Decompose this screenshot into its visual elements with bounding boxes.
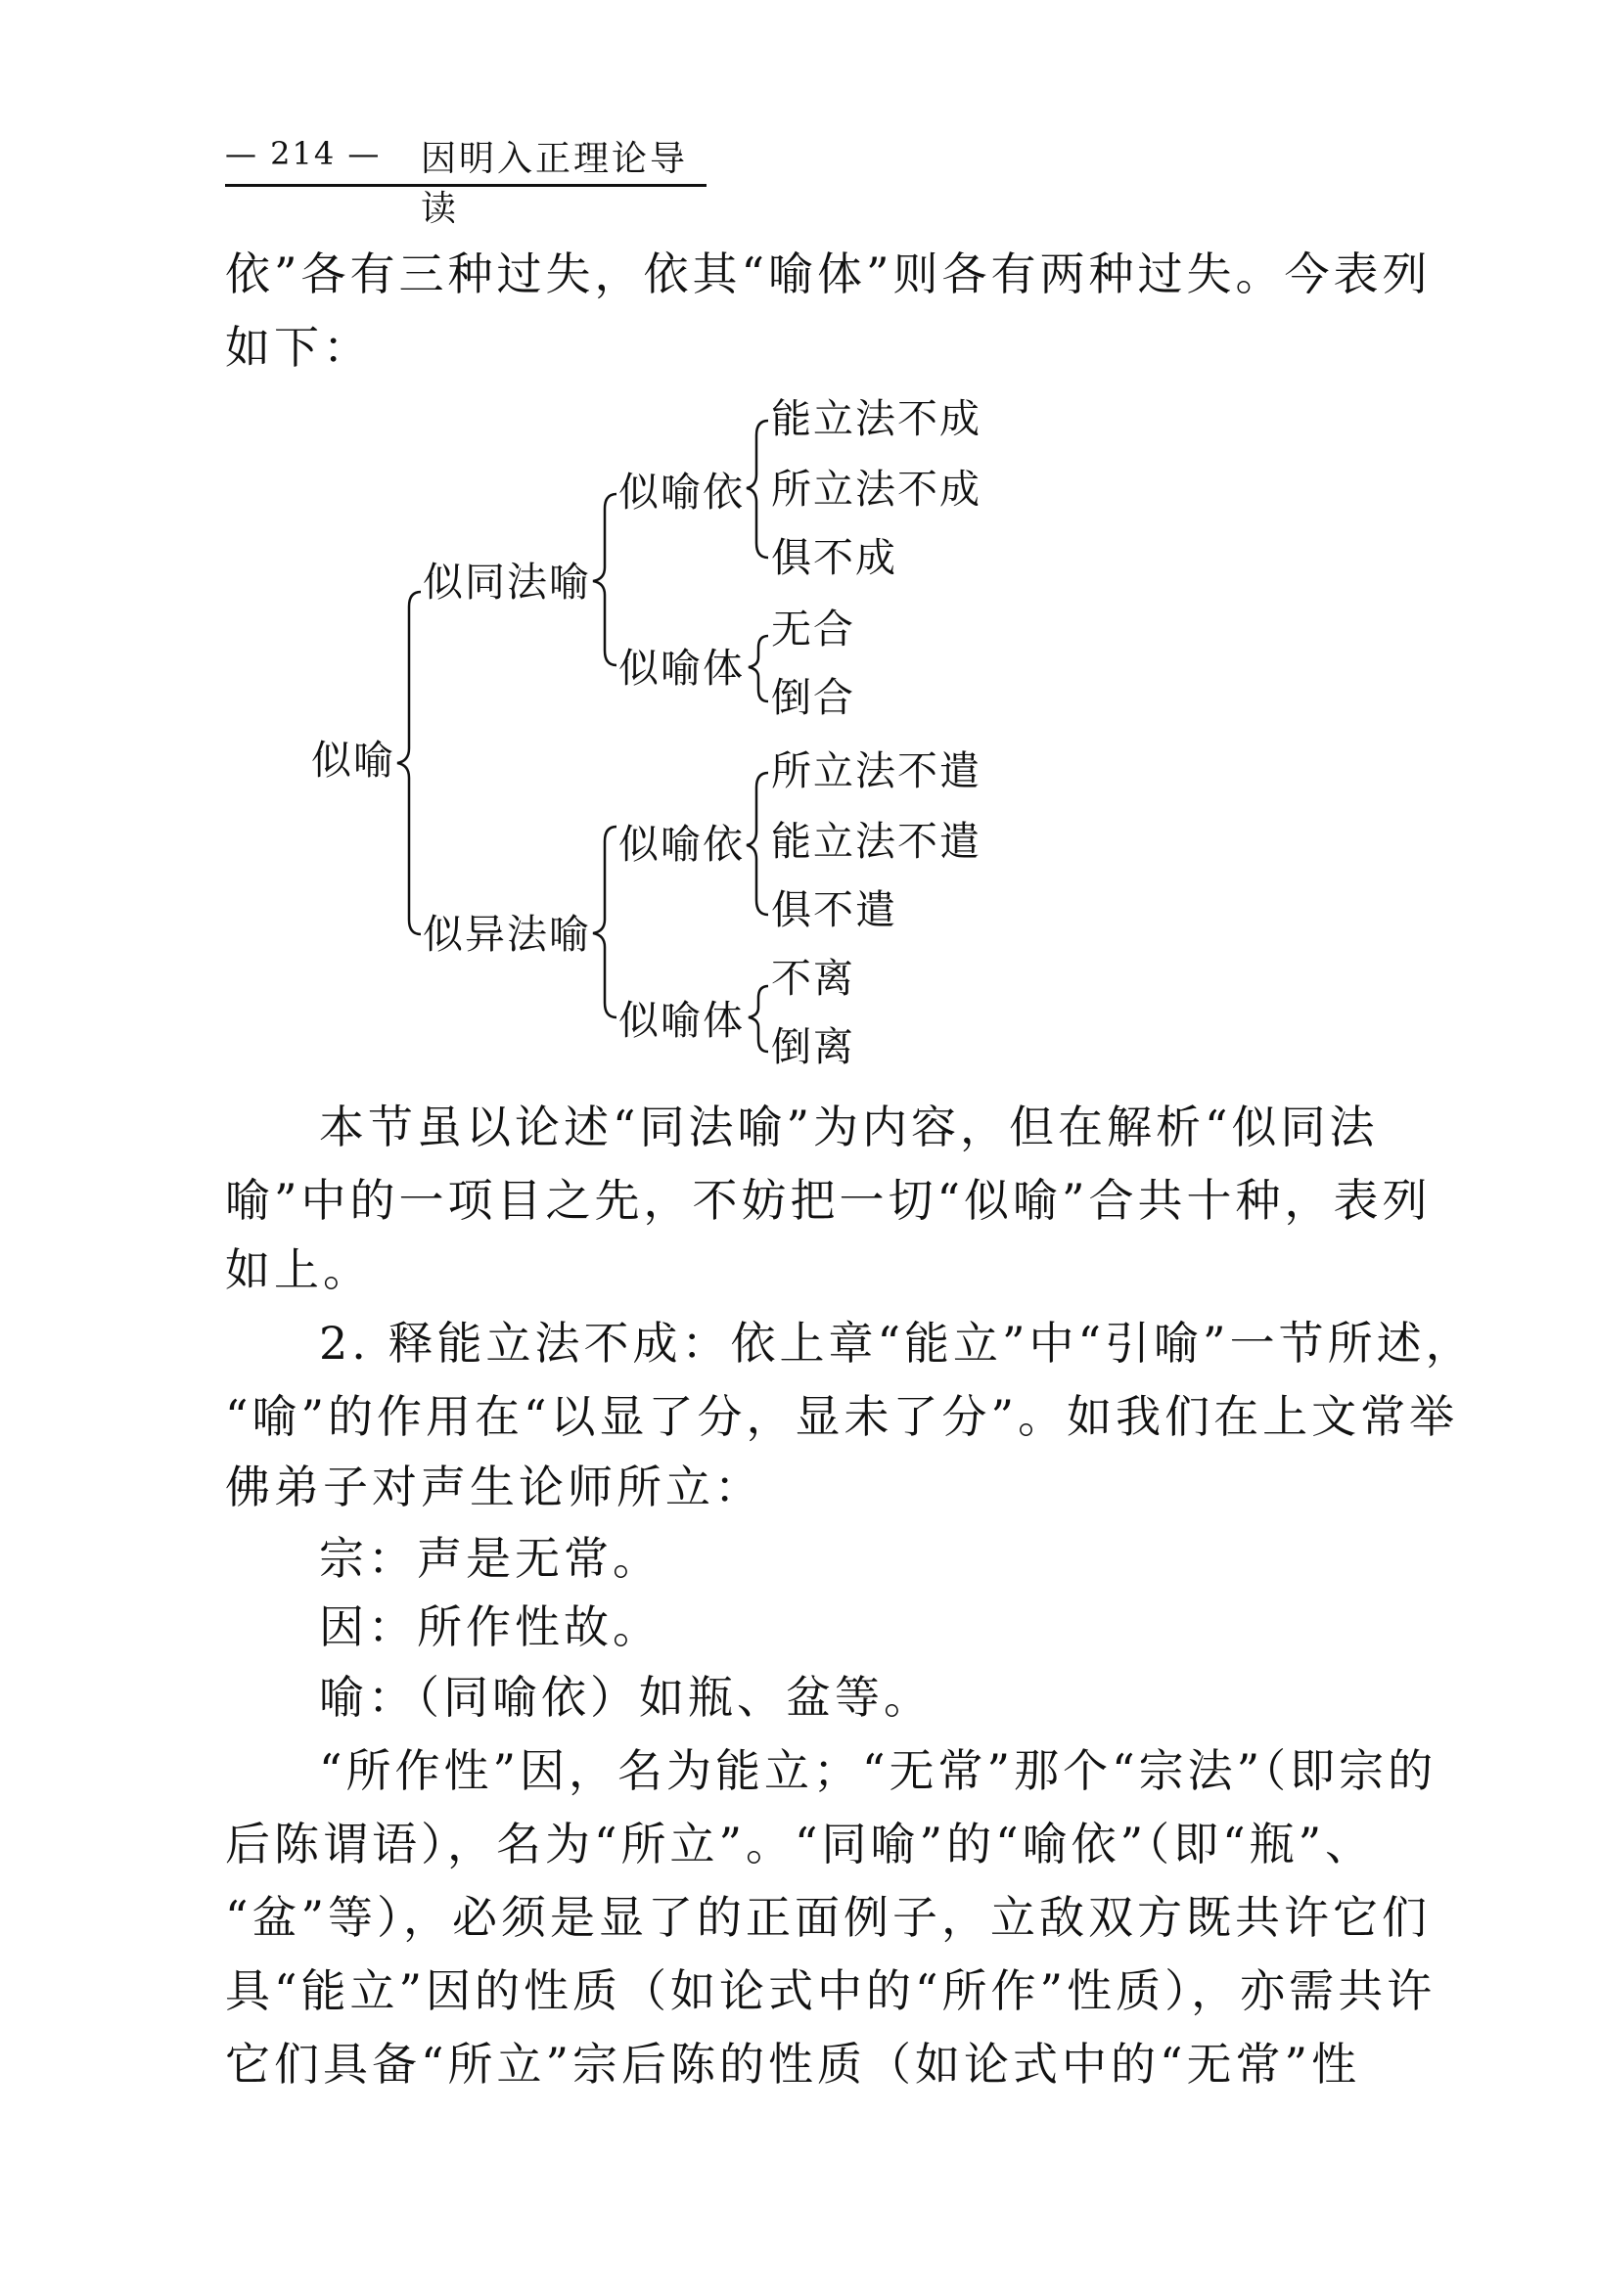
text-line: “喻”的作用在“以显了分，显未了分”。如我们在上文常举 (225, 1390, 1459, 1443)
branch1-yuti-brace (749, 636, 768, 701)
tree-sub-label: 似喻依 (618, 821, 745, 868)
book-title: 因明入正理论导读 (421, 139, 689, 229)
text-line: 如下： (225, 321, 372, 374)
tree-branch-label: 似同法喻 (423, 559, 591, 606)
tree-leaf: 所立法不遣 (771, 747, 981, 794)
text-line: “所作性”因，名为能立；“无常”那个“宗法”（即宗的 (319, 1744, 1437, 1797)
text-line: 喻”中的一项目之先，不妨把一切“似喻”合共十种，表列 (225, 1174, 1432, 1227)
text-line: 佛弟子对声生论师所立： (225, 1461, 763, 1513)
text-line: 依”各有三种过失，依其“喻体”则各有两种过失。今表列 (225, 248, 1432, 300)
tree-root: 似喻 (311, 737, 395, 784)
text-line: 本节虽以论述“同法喻”为内容，但在解析“似同法 (319, 1101, 1379, 1153)
text-line: 它们具备“所立”宗后陈的性质（如论式中的“无常”性 (225, 2038, 1361, 2091)
syllogism-thesis: 宗：声是无常。 (319, 1532, 662, 1585)
text-line: 后陈谓语），名为“所立”。“同喻”的“喻依”（即“瓶”、 (225, 1818, 1375, 1870)
tree-leaf: 无合 (771, 606, 855, 653)
root-brace (397, 592, 421, 934)
syllogism-example: 喻：（同喻依）如瓶、盆等。 (319, 1671, 933, 1724)
tree-leaf: 能立法不成 (771, 395, 981, 442)
tree-branch-label: 似异法喻 (423, 911, 591, 958)
text-line: 具“能立”因的性质（如论式中的“所作”性质），亦需共许 (225, 1964, 1437, 2017)
tree-sub-label: 似喻体 (618, 645, 745, 692)
tree-leaf: 所立法不成 (771, 466, 981, 513)
tree-leaf: 不离 (771, 955, 855, 1002)
branch2-yuyi-brace (747, 773, 768, 915)
tree-leaf: 倒合 (771, 674, 855, 721)
text-line: 如上。 (225, 1243, 372, 1296)
page-number: — 214 — (225, 135, 382, 172)
tree-leaf: 俱不遣 (771, 886, 897, 933)
tree-leaf: 俱不成 (771, 534, 897, 581)
text-line: 2. 释能立法不成：依上章“能立”中“引喻”一节所述， (319, 1317, 1475, 1370)
text-line: “盆”等），必须是显了的正面例子，立敌双方既共许它们 (225, 1891, 1432, 1944)
tree-sub-label: 似喻体 (618, 997, 745, 1044)
tree-leaf: 倒离 (771, 1023, 855, 1070)
tree-leaf: 能立法不遣 (771, 818, 981, 865)
branch1-brace (593, 494, 616, 665)
tree-sub-label: 似喻依 (618, 469, 745, 516)
branch2-yuti-brace (749, 986, 768, 1052)
branch1-yuyi-brace (747, 421, 768, 558)
branch2-brace (593, 827, 616, 1017)
syllogism-reason: 因：所作性故。 (319, 1600, 662, 1653)
